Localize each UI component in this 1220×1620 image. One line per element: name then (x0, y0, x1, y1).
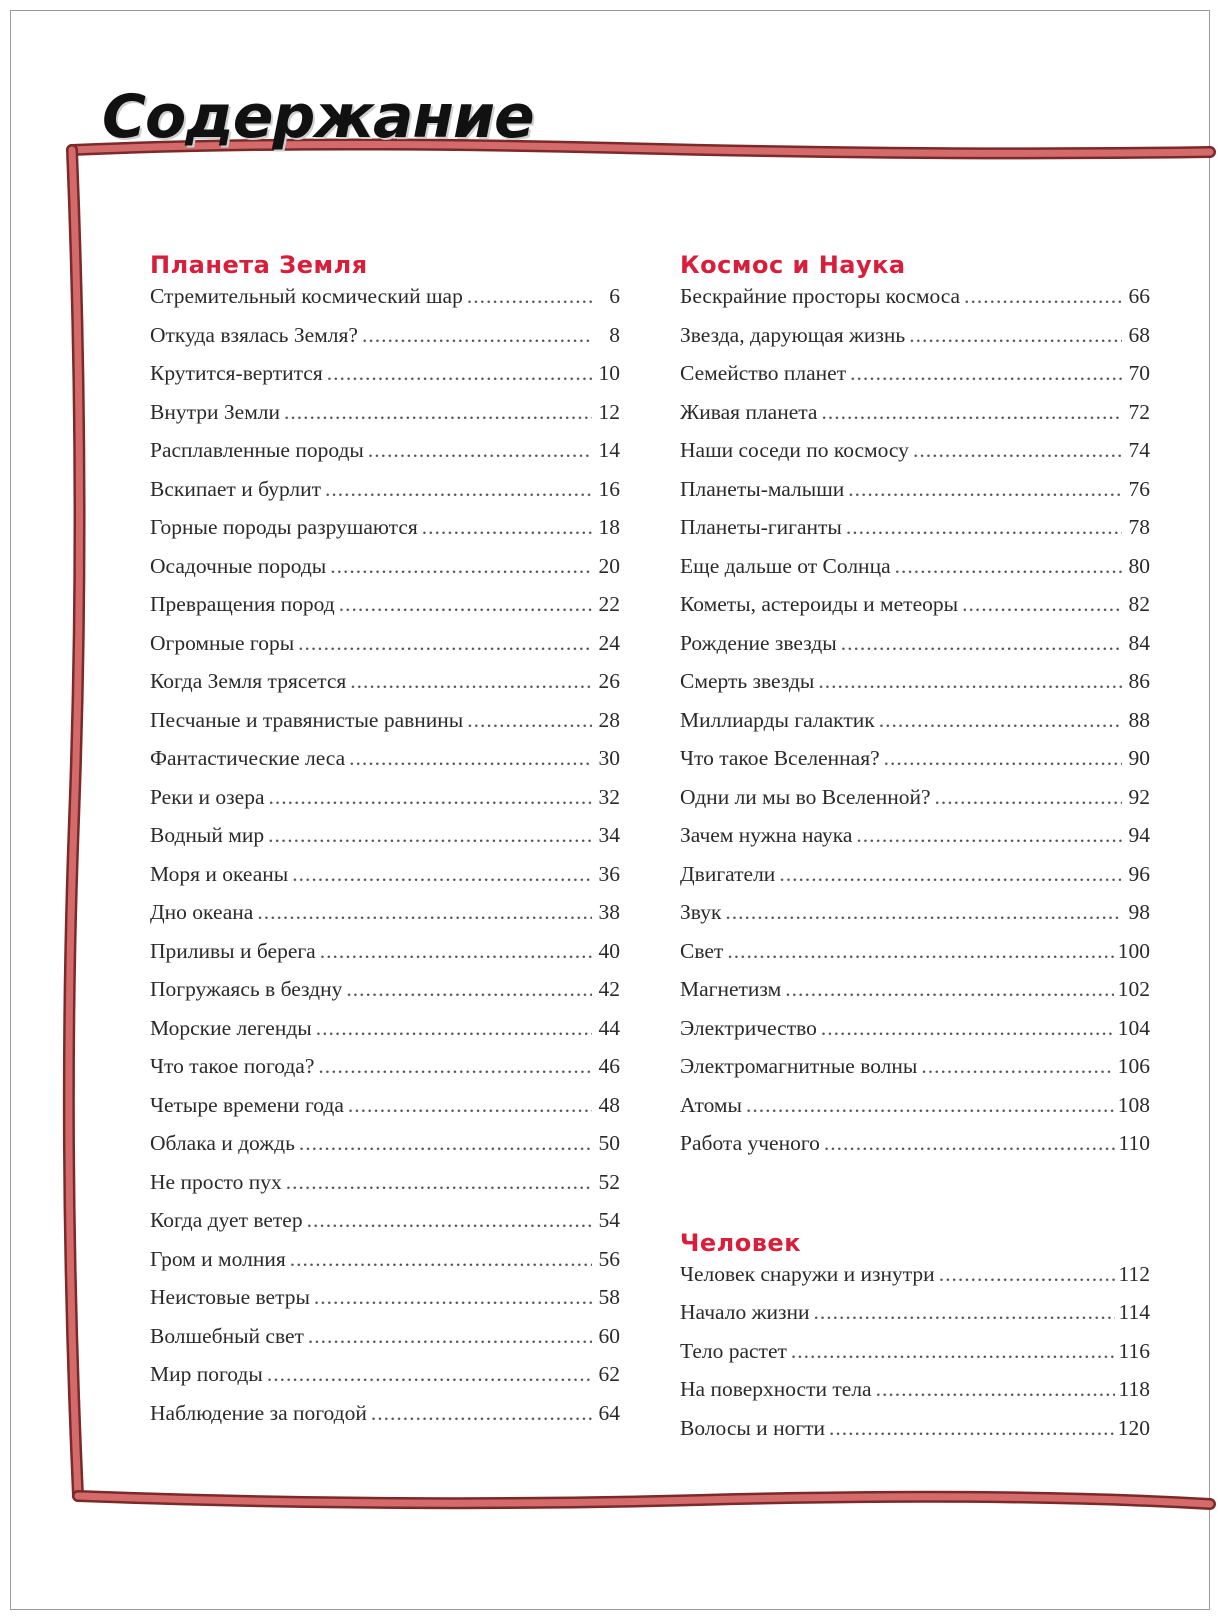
toc-entry-title: Планеты-малыши (680, 476, 845, 501)
toc-entry-page: 46 (598, 1054, 620, 1078)
toc-entry-page: 104 (1117, 1015, 1150, 1040)
toc-entry-title: Начало жизни (680, 1300, 810, 1324)
dot-leader (362, 323, 592, 348)
dot-leader (939, 1262, 1115, 1287)
dot-leader (299, 1131, 592, 1156)
dot-leader (829, 1416, 1114, 1441)
toc-entry-page: 12 (598, 399, 620, 424)
dot-leader (895, 554, 1122, 579)
toc-entry[interactable] (150, 823, 620, 862)
dot-leader (846, 515, 1122, 540)
toc-entry-page: 76 (1128, 476, 1150, 501)
toc-entry-title: Еще дальше от Солнца (680, 553, 891, 578)
dot-leader (257, 900, 592, 925)
toc-entry[interactable] (680, 515, 1150, 554)
toc-entry-title: Неистовые ветры (150, 1285, 310, 1309)
dot-leader (813, 1300, 1114, 1325)
toc-entry-title: Волшебный свет (150, 1323, 304, 1348)
toc-entry-title: Наши соседи по космосу (680, 438, 909, 462)
toc-entry-page: 58 (598, 1285, 620, 1309)
dot-leader (884, 746, 1122, 771)
toc-entry-page: 36 (598, 861, 620, 886)
toc-entry-title: Мир погоды (150, 1362, 263, 1386)
toc-entry[interactable] (680, 284, 1150, 323)
toc-entry-title: Превращения пород (150, 592, 335, 616)
toc-entry-title: Горные породы разрушаются (150, 515, 418, 539)
toc-entry[interactable] (680, 1131, 1150, 1170)
toc-entry-title: Крутится-вертится (150, 361, 323, 385)
toc-entry-page: 106 (1117, 1054, 1150, 1078)
toc-entry-title: Бескрайние просторы космоса (680, 284, 961, 308)
toc-entry-page: 96 (1128, 861, 1150, 886)
dot-leader (298, 631, 592, 656)
toc-entry[interactable] (150, 977, 620, 1016)
toc-entry-title: Что такое Вселенная? (680, 746, 880, 770)
toc-entry-page: 42 (598, 977, 620, 1001)
dot-leader (824, 1131, 1115, 1156)
toc-entry-title: Двигатели (680, 861, 776, 886)
toc-entry-page: 64 (598, 1400, 620, 1425)
toc-entry[interactable] (680, 1300, 1150, 1339)
dot-leader (368, 438, 592, 463)
toc-entry-page: 16 (598, 476, 620, 501)
dot-leader (371, 1401, 592, 1426)
toc-entry-page: 52 (598, 1169, 620, 1194)
toc-entry-title: Водный мир (150, 823, 265, 847)
section-heading-earth: Планета Земля (150, 251, 368, 279)
toc-entry-page: 82 (1128, 592, 1150, 616)
dot-leader (269, 785, 592, 810)
toc-entry[interactable] (150, 669, 620, 708)
dot-leader (348, 1093, 592, 1118)
toc-entry-title: Одни ли мы во Вселенной? (680, 784, 931, 809)
toc-entry-page: 30 (598, 746, 620, 770)
toc-entry[interactable] (680, 1339, 1150, 1378)
dot-leader (727, 939, 1113, 964)
toc-entry-page: 102 (1117, 977, 1150, 1001)
dot-leader (422, 515, 592, 540)
dot-leader (856, 823, 1122, 848)
toc-entry[interactable] (680, 823, 1150, 862)
toc-entry-title: Рождение звезды (680, 630, 837, 655)
dot-leader (292, 862, 592, 887)
toc-entry-page: 98 (1128, 900, 1150, 924)
dot-leader (909, 323, 1122, 348)
toc-entry[interactable] (150, 1170, 620, 1209)
toc-entry-page: 26 (598, 669, 620, 693)
toc-entry-title: Атомы (680, 1092, 742, 1117)
dot-leader (821, 400, 1122, 425)
toc-entry-page: 40 (598, 938, 620, 963)
toc-entry[interactable] (680, 1377, 1150, 1416)
toc-entry-title: Гром и молния (150, 1246, 286, 1271)
toc-entry[interactable] (150, 361, 620, 400)
toc-list-human (680, 1262, 1150, 1455)
toc-entry-title: Свет (680, 938, 724, 963)
dot-leader (785, 977, 1114, 1002)
toc-entry-page: 48 (598, 1092, 620, 1117)
toc-entry-title: Семейство планет (680, 361, 847, 385)
toc-entry-title: Миллиарды галактик (680, 707, 875, 732)
toc-entry[interactable] (150, 1324, 620, 1363)
toc-entry-title: Электромагнитные волны (680, 1054, 918, 1078)
dot-leader (325, 477, 592, 502)
toc-entry-page: 70 (1128, 361, 1150, 385)
dot-leader (921, 1054, 1113, 1079)
toc-entry-page: 18 (598, 515, 620, 539)
toc-entry[interactable] (680, 708, 1150, 747)
toc-entry[interactable] (680, 900, 1150, 939)
toc-entry-title: Живая планета (680, 399, 818, 424)
dot-leader (268, 823, 592, 848)
section-heading-human: Человек (680, 1228, 801, 1257)
toc-entry-page: 60 (598, 1323, 620, 1348)
toc-entry-title: Погружаясь в бездну (150, 977, 343, 1001)
dot-leader (346, 977, 592, 1002)
toc-entry-page: 28 (598, 707, 620, 732)
toc-entry[interactable] (680, 977, 1150, 1016)
toc-entry[interactable] (150, 746, 620, 785)
toc-entry[interactable] (680, 939, 1150, 978)
toc-entry-title: Реки и озера (150, 784, 265, 809)
toc-entry[interactable] (150, 1093, 620, 1132)
toc-entry-title: Работа ученого (680, 1131, 820, 1155)
toc-entry-title: Откуда взялась Земля? (150, 322, 358, 347)
dot-leader (318, 1054, 592, 1079)
toc-entry[interactable] (680, 323, 1150, 362)
dot-leader (964, 284, 1122, 309)
toc-entry-page: 22 (598, 592, 620, 616)
dot-leader (320, 939, 592, 964)
toc-entry[interactable] (150, 1401, 620, 1440)
toc-entry-page: 72 (1128, 399, 1150, 424)
toc-entry[interactable] (680, 1016, 1150, 1055)
toc-entry-title: Песчаные и травянистые равнины (150, 707, 464, 732)
toc-entry[interactable] (150, 554, 620, 593)
toc-entry-page: 66 (1128, 284, 1150, 308)
toc-entry-title: Облака и дождь (150, 1131, 295, 1155)
section-heading-space: Космос и Наука (680, 251, 906, 279)
toc-entry-page: 120 (1117, 1415, 1150, 1440)
dot-leader (330, 554, 592, 579)
dot-leader (779, 862, 1122, 887)
toc-entry[interactable] (680, 669, 1150, 708)
dot-leader (467, 708, 592, 733)
toc-entry[interactable] (150, 1131, 620, 1170)
toc-entry[interactable] (680, 631, 1150, 670)
toc-entry-title: Волосы и ногти (680, 1415, 826, 1440)
toc-entry-page: 6 (609, 284, 620, 308)
toc-entry-page: 14 (598, 438, 620, 462)
dot-leader (791, 1339, 1115, 1364)
toc-entry-page: 100 (1117, 938, 1150, 963)
toc-entry[interactable] (150, 900, 620, 939)
toc-entry-title: Магнетизм (680, 977, 782, 1001)
toc-entry[interactable] (680, 554, 1150, 593)
dot-leader (327, 361, 592, 386)
toc-entry-title: Человек снаружи и изнутри (680, 1261, 935, 1286)
toc-column-left (150, 246, 620, 1439)
toc-entry-title: Фантастические леса (150, 746, 346, 770)
toc-entry[interactable] (150, 1016, 620, 1055)
toc-entry-title: Звук (680, 900, 722, 924)
dot-leader (818, 669, 1122, 694)
dot-leader (307, 1208, 592, 1233)
dot-leader (339, 592, 592, 617)
toc-entry-title: Расплавленные породы (150, 438, 364, 462)
toc-entry-page: 24 (598, 630, 620, 655)
toc-entry[interactable] (150, 1285, 620, 1324)
toc-entry[interactable] (150, 477, 620, 516)
dot-leader (935, 785, 1122, 810)
toc-entry[interactable] (680, 477, 1150, 516)
dot-leader (284, 400, 592, 425)
toc-entry-page: 32 (598, 784, 620, 809)
toc-entry-title: Когда дует ветер (150, 1208, 303, 1232)
toc-entry[interactable] (150, 1054, 620, 1093)
dot-leader (746, 1093, 1114, 1118)
toc-entry[interactable] (150, 1247, 620, 1286)
toc-entry-page: 92 (1128, 784, 1150, 809)
toc-entry-title: Звезда, дарующая жизнь (680, 322, 906, 347)
toc-list-space (680, 284, 1150, 1170)
toc-entry[interactable] (150, 1362, 620, 1401)
dot-leader (286, 1170, 592, 1195)
dot-leader (879, 708, 1122, 733)
dot-leader (467, 284, 592, 309)
toc-entry-title: Огромные горы (150, 630, 295, 655)
toc-entry[interactable] (680, 785, 1150, 824)
toc-entry-page: 68 (1128, 322, 1150, 347)
toc-entry[interactable] (680, 862, 1150, 901)
toc-entry-page: 112 (1118, 1261, 1150, 1286)
toc-entry-title: Зачем нужна наука (680, 823, 853, 847)
dot-leader (841, 631, 1122, 656)
toc-entry[interactable] (150, 515, 620, 554)
toc-entry[interactable] (680, 400, 1150, 439)
toc-entry[interactable] (150, 284, 620, 323)
dot-leader (913, 438, 1122, 463)
toc-entry[interactable] (150, 939, 620, 978)
toc-entry[interactable] (150, 785, 620, 824)
toc-entry-page: 62 (598, 1362, 620, 1386)
toc-entry-title: Кометы, астероиды и метеоры (680, 592, 959, 616)
dot-leader (850, 361, 1122, 386)
toc-entry[interactable] (680, 361, 1150, 400)
toc-entry-page: 34 (598, 823, 620, 847)
toc-entry-page: 74 (1128, 438, 1150, 462)
dot-leader (821, 1016, 1114, 1041)
toc-entry-page: 20 (598, 553, 620, 578)
toc-entry-page: 114 (1118, 1300, 1150, 1324)
toc-entry-title: Что такое погода? (150, 1054, 315, 1078)
toc-entry-title: Электричество (680, 1015, 817, 1040)
toc-entry-title: Приливы и берега (150, 938, 316, 963)
toc-entry-page: 56 (598, 1246, 620, 1271)
dot-leader (290, 1247, 592, 1272)
dot-leader (349, 746, 592, 771)
toc-entry[interactable] (150, 438, 620, 477)
toc-entry-title: Планеты-гиганты (680, 515, 842, 539)
toc-entry-page: 44 (598, 1015, 620, 1040)
toc-entry-title: Морские легенды (150, 1015, 312, 1040)
toc-list-earth (150, 284, 620, 1439)
toc-entry[interactable] (150, 400, 620, 439)
toc-entry-title: Осадочные породы (150, 553, 327, 578)
toc-entry-page: 50 (598, 1131, 620, 1155)
toc-entry-title: На поверхности тела (680, 1377, 872, 1401)
toc-entry-page: 90 (1128, 746, 1150, 770)
dot-leader (314, 1285, 592, 1310)
toc-column-right (680, 246, 1150, 1454)
dot-leader (350, 669, 592, 694)
section-spacer (680, 1170, 1150, 1224)
toc-entry-page: 78 (1128, 515, 1150, 539)
toc-entry-page: 80 (1128, 553, 1150, 578)
toc-entry-page: 10 (598, 361, 620, 385)
dot-leader (848, 477, 1122, 502)
toc-entry-title: Не просто пух (150, 1169, 282, 1194)
toc-entry-page: 116 (1118, 1338, 1150, 1363)
toc-entry-title: Стремительный космический шар (150, 284, 463, 308)
toc-entry[interactable] (680, 1416, 1150, 1455)
toc-entry-title: Тело растет (680, 1338, 787, 1363)
toc-entry-title: Внутри Земли (150, 399, 281, 424)
dot-leader (316, 1016, 592, 1041)
toc-entry[interactable] (680, 438, 1150, 477)
toc-entry-page: 54 (598, 1208, 620, 1232)
toc-entry-title: Наблюдение за погодой (150, 1400, 367, 1425)
toc-entry[interactable] (150, 323, 620, 362)
toc-entry-title: Моря и океаны (150, 861, 289, 886)
dot-leader (962, 592, 1122, 617)
toc-entry[interactable] (150, 631, 620, 670)
toc-entry-page: 108 (1117, 1092, 1150, 1117)
page-title: Содержание (102, 82, 534, 152)
toc-entry-page: 118 (1118, 1377, 1150, 1401)
toc-entry-title: Вскипает и бурлит (150, 476, 322, 501)
toc-entry-page: 86 (1128, 669, 1150, 693)
toc-entry[interactable] (680, 746, 1150, 785)
toc-entry[interactable] (680, 592, 1150, 631)
toc-entry-page: 8 (609, 322, 620, 347)
dot-leader (308, 1324, 592, 1349)
toc-entry-title: Смерть звезды (680, 669, 815, 693)
toc-entry-page: 84 (1128, 630, 1150, 655)
toc-entry[interactable] (150, 592, 620, 631)
toc-entry-page: 38 (598, 900, 620, 924)
toc-entry-page: 94 (1128, 823, 1150, 847)
dot-leader (876, 1377, 1115, 1402)
toc-entry[interactable] (150, 862, 620, 901)
toc-entry-title: Дно океана (150, 900, 254, 924)
toc-entry[interactable] (680, 1262, 1150, 1301)
toc-entry[interactable] (150, 1208, 620, 1247)
toc-entry-page: 88 (1128, 707, 1150, 732)
toc-entry[interactable] (150, 708, 620, 747)
toc-entry-title: Когда Земля трясется (150, 669, 347, 693)
dot-leader (725, 900, 1122, 925)
toc-entry-page: 110 (1118, 1131, 1150, 1155)
toc-entry[interactable] (680, 1093, 1150, 1132)
toc-entry[interactable] (680, 1054, 1150, 1093)
dot-leader (267, 1362, 592, 1387)
toc-entry-title: Четыре времени года (150, 1092, 344, 1117)
